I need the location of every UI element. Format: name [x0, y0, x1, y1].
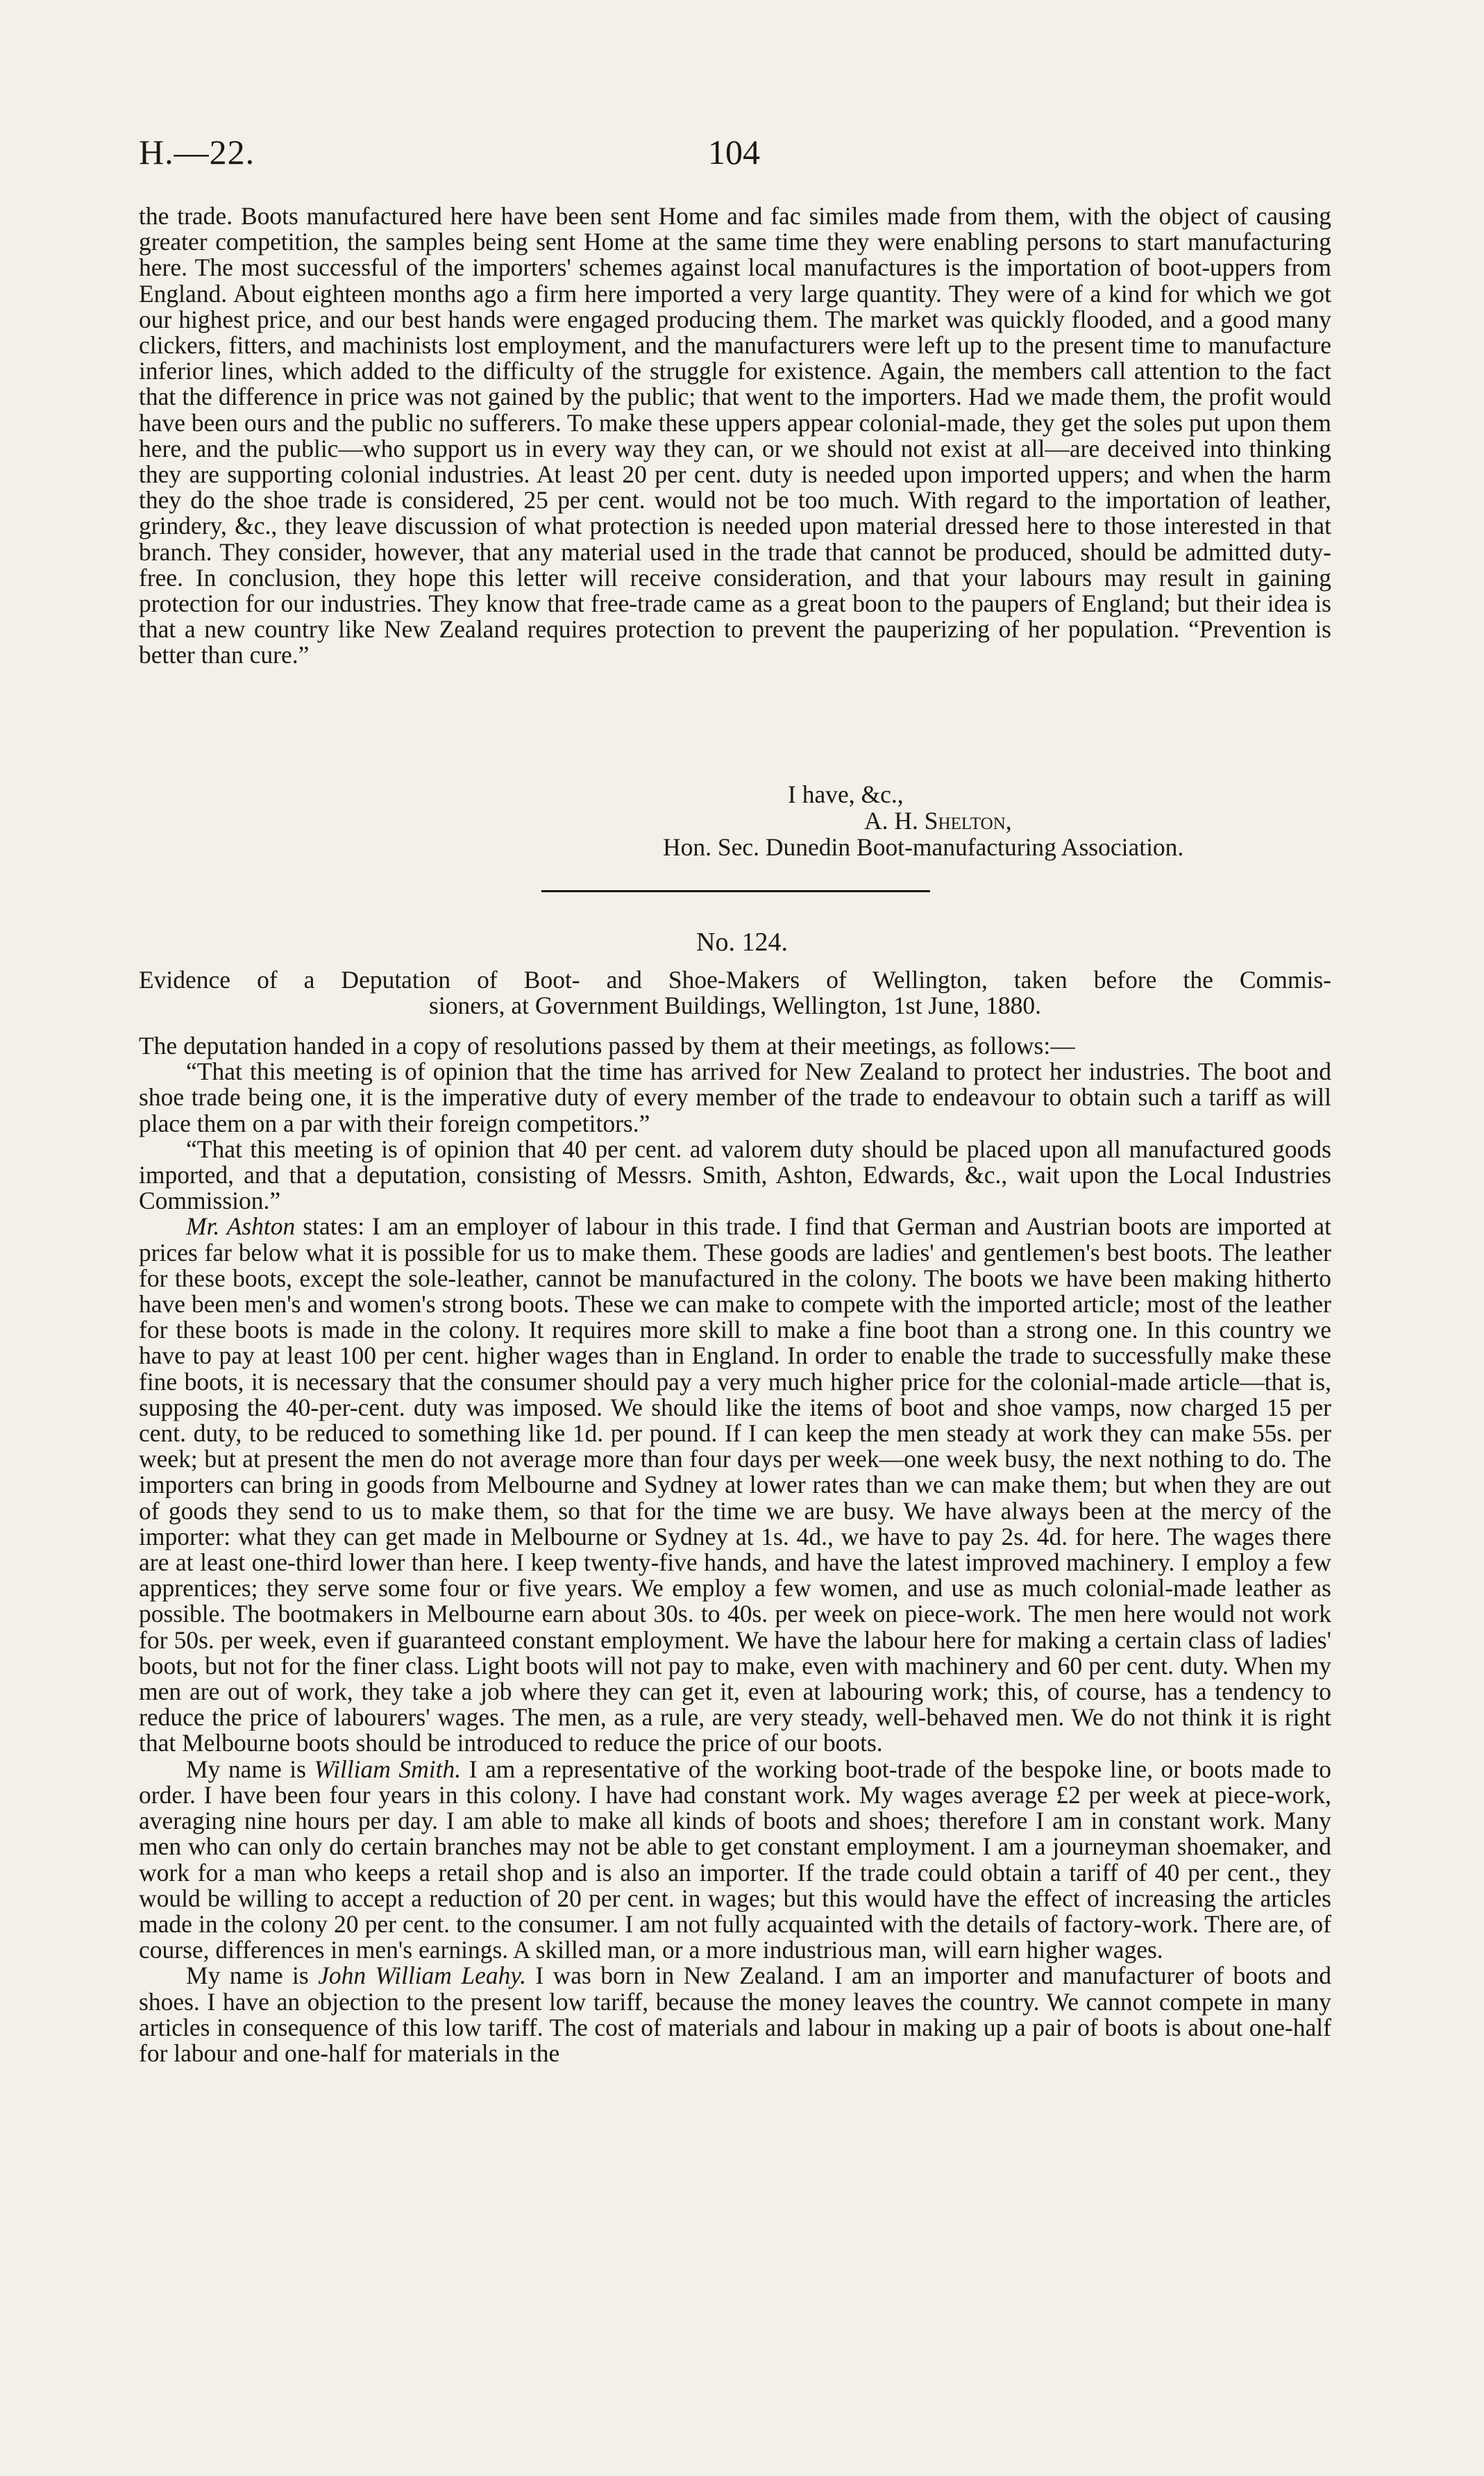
- smith-lead: My name is: [186, 1755, 306, 1783]
- letter-body: [139, 203, 1331, 669]
- ashton-statement: [139, 1214, 1331, 1756]
- section-divider: [541, 890, 930, 892]
- page-number: 104: [708, 133, 760, 172]
- evidence-intro: The deputation handed in a copy of resolutions passed by them at their meetings, as follows:—: [139, 1032, 1075, 1060]
- leahy-statement: [139, 1963, 1331, 2066]
- section-title-line-2: sioners, at Government Buildings, Wellington, 1st June, 1880.: [429, 992, 1041, 1020]
- section-title: [139, 967, 1331, 1019]
- resolution-2: “That this meeting is of opinion that 40 per cent. ad valorem duty should be placed upon all manufactured goods imported, and that a deputation, consisting of Messrs. Smith, Ashton, Edwards, &c., wait upon the Local Industries Commission.”: [139, 1135, 1331, 1215]
- leahy-text: I was born in New Zealand. I am an importer and manufacturer of boots and shoes. I have an objection to the present low tariff, because the money leaves the country. We cannot compete in many articles in consequence of this low tariff. The cost of materials and labour in making up a pair of boots is about one-half for labour and one-half for materials in the: [139, 1961, 1332, 2067]
- smith-statement: [139, 1757, 1331, 1964]
- witness-name-leahy: John William Leahy.: [318, 1961, 526, 1990]
- document-reference: H.—22.: [139, 133, 255, 172]
- evidence-body: [139, 1033, 1331, 2066]
- ashton-text: states: I am an employer of labour in this trade. I find that German and Austrian boots are imported at prices far below what it is possible for us to make them. These goods are ladies' and gentlemen's best boots. The leather for these boots, except the sole-leather, cannot be manufactured in the colony. The boots we have been making hitherto have been men's and women's strong boots. These we can make to compete with the imported article; most of the leather for these boots is made in the colony. It requires more skill to make a fine boot than a strong one. In this country we have to pay at least 100 per cent. higher wages than in England. In order to enable the trade to successfully make these fine boots, it is necessary that the consumer should pay a very much higher price for the colonial-made article—that is, supposing the 40-per-cent. duty was imposed. We should like the items of boot and shoe vamps, now charged 15 per cent. duty, to be reduced to something like 1d. per pound. If I can keep the men steady at work they can make 55s. per week; but at present the men do not average more than four days per week—one week busy, the next nothing to do. The importers can bring in goods from Melbourne and Sydney at lower rates than we can make them; but when they are out of goods they send to us to make them, so that for the time we are busy. We have always been at the mercy of the importer: what they can get made in Melbourne or Sydney at 1s. 4d., we have to pay 2s. 4d. for here. The wages there are at least one-third lower than here. I keep twenty-five hands, and have the latest improved machinery. I employ a few apprentices; they serve some four or five years. We employ a few women, and use as much colonial-made leather as possible. The bootmakers in Melbourne earn about 30s. to 40s. per week on piece-work. The men here would not work for 50s. per week, even if guaranteed constant employment. We have the labour here for making a certain class of ladies' boots, but not for the finer class. Light boots will not pay to make, even with machinery and 60 per cent. duty. When my men are out of work, they take a job where they can get it, even at labouring work; this, of course, has a tendency to reduce the price of labourers' wages. The men, as a rule, are very steady, well-behaved men. We do not think it is right that Melbourne boots should be introduced to reduce the price of our boots.: [139, 1212, 1332, 1757]
- witness-name-ashton: Mr. Ashton: [186, 1212, 296, 1241]
- smith-text: I am a representative of the working boot-trade of the bespoke line, or boots made to order. I have been four years in this colony. I have had constant work. My wages average £2 per week at piece-work, averaging nine hours per day. I am able to make all kinds of boots and shoes; therefore I am in constant work. Many men who can only do certain branches may not be able to get constant employment. I am a journeyman shoemaker, and work for a man who keeps a retail shop and is also an importer. If the trade could obtain a tariff of 40 per cent., they would be willing to accept a reduction of 20 per cent. in wages; but this would have the effect of increasing the articles made in the colony 20 per cent. to the consumer. I am not fully acquainted with the details of factory-work. There are, of course, differences in men's earnings. A skilled man, or a more industrious man, will earn higher wages.: [139, 1755, 1332, 1964]
- witness-name-smith: William Smith.: [314, 1755, 462, 1783]
- letter-signatory-title: Hon. Sec. Dunedin Boot-manufacturing Association.: [663, 833, 1184, 861]
- letter-closing: I have, &c.,: [788, 780, 904, 808]
- letter-signatory: A. H. Shelton,: [864, 807, 1012, 835]
- letter-paragraph: the trade. Boots manufactured here have been sent Home and fac similes made from them, with the object of causing greater competition, the samples being sent Home at the same time they were enabling persons to start manufacturing here. The most successful of the importers' schemes against local manufactures is the importation of boot-uppers from England. About eighteen months ago a firm here imported a very large quantity. They were of a kind for which we got our highest price, and our best hands were engaged producing them. The market was quickly flooded, and a good many clickers, fitters, and machinists lost employment, and the manufacturers were left up to the present time to manufacture inferior lines, which added to the difficulty of the struggle for existence. Again, the members call attention to the fact that the difference in price was not gained by the public; that went to the importers. Had we made them, the profit would have been ours and the public no sufferers. To make these uppers appear colonial-made, they get the soles put upon them here, and the public—who support us in every way they can, or we should not exist at all—are deceived into thinking they are supporting colonial industries. At least 20 per cent. duty is needed upon imported uppers; and when the harm they do the shoe trade is considered, 25 per cent. would not be too much. With regard to the importation of leather, grindery, &c., they leave discussion of what protection is needed upon material dressed here to those interested in that branch. They consider, however, that any material used in the trade that cannot be produced, should be admitted duty-free. In conclusion, they hope this letter will receive consideration, and that your labours may result in gaining protection for our industries. They know that free-trade came as a great boon to the paupers of England; but their idea is that a new country like New Zealand requires protection to prevent the pauperizing of her population. “Prevention is better than cure.”: [139, 202, 1331, 669]
- section-number: No. 124.: [696, 928, 788, 957]
- section-title-line-1: Evidence of a Deputation of Boot- and Shoe-Makers of Wellington, taken before the Commis-: [139, 966, 1331, 994]
- resolution-1: “That this meeting is of opinion that the time has arrived for New Zealand to protect her industries. The boot and shoe trade being one, it is the imperative duty of every member of the trade to endeavour to obtain such a tariff as will place them on a par with their foreign competitors.”: [139, 1057, 1331, 1137]
- leahy-lead: My name is: [186, 1961, 309, 1990]
